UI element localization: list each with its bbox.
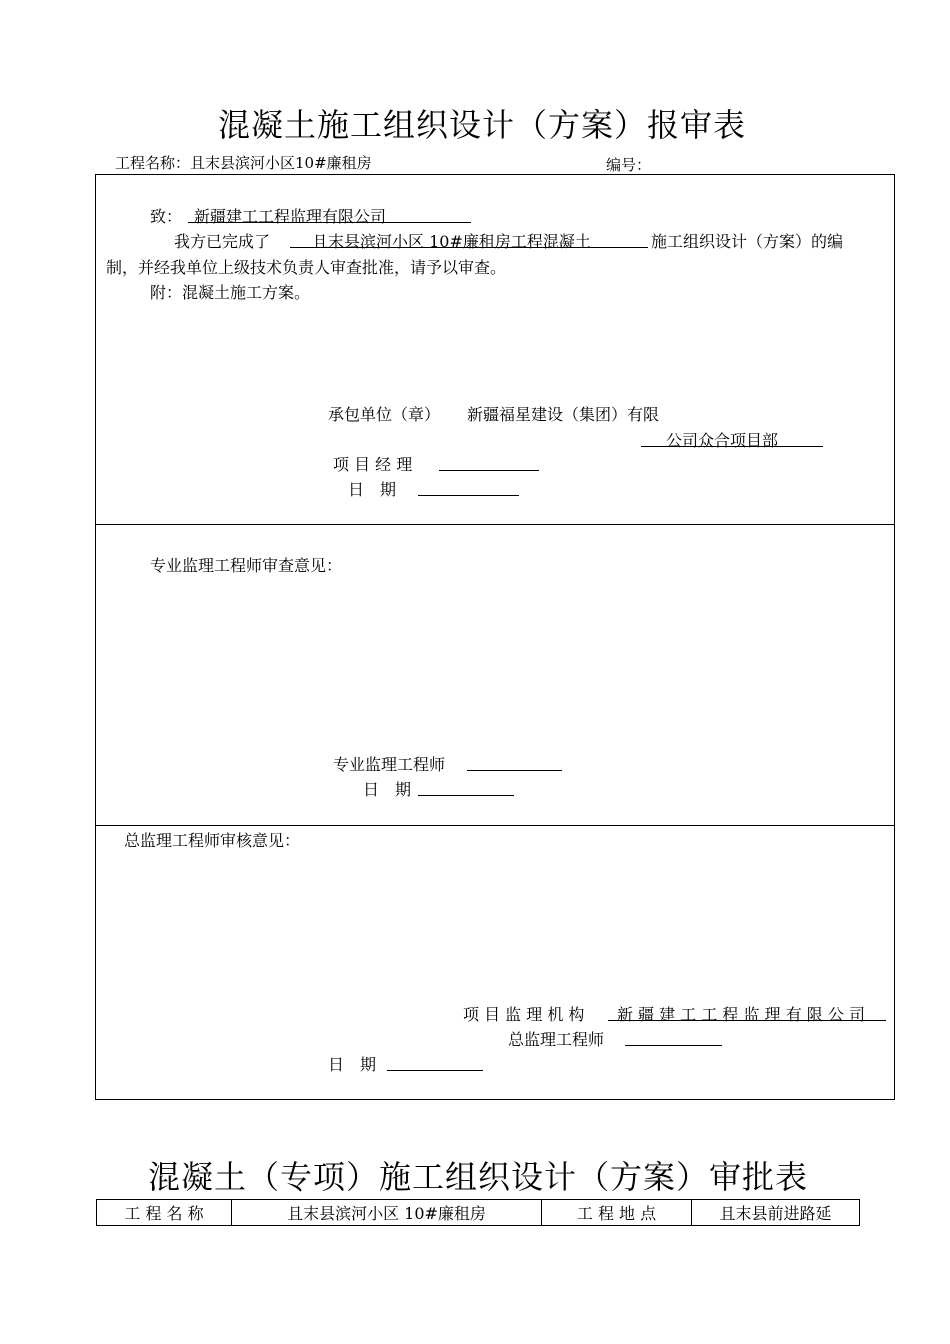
body-prefix: 我方已完成了 xyxy=(174,232,271,251)
contractor-underline xyxy=(641,446,823,447)
specialist-date-label: 日 期 xyxy=(363,780,412,799)
specialist-signature-line xyxy=(467,770,562,771)
chief-heading: 总监理工程师审核意见： xyxy=(124,831,301,850)
addressee-value: 新疆建工工程监理有限公司 xyxy=(194,207,387,226)
addressee-label: 致： xyxy=(150,207,183,226)
approval-form-title: 混凝土（专项）施工组织设计（方案）审批表 xyxy=(148,1158,809,1196)
body-project-underline xyxy=(290,247,648,248)
report-form-title: 混凝土施工组织设计（方案）报审表 xyxy=(218,106,747,144)
number-label: 编号： xyxy=(606,156,652,174)
project-name-label: 工程名称： xyxy=(115,154,191,172)
supervision-org-underline xyxy=(608,1020,886,1021)
specialist-engineer-label: 专业监理工程师 xyxy=(333,755,446,774)
cell-project-location-value: 且末县前进路延 xyxy=(719,1204,832,1223)
report-form-table xyxy=(95,174,895,1100)
supervision-org-value: 新 疆 建 工 工 程 监 理 有 限 公 司 xyxy=(617,1005,865,1024)
body-project: 且末县滨河小区 10#廉租房工程混凝土 xyxy=(312,232,591,251)
chief-date-line xyxy=(387,1070,483,1071)
attachment-text: 附：混凝土施工方案。 xyxy=(150,283,311,302)
addressee-underline xyxy=(188,222,471,223)
cell-project-location-label: 工 程 地 点 xyxy=(542,1200,692,1225)
contractor-label: 承包单位（章） xyxy=(328,405,441,424)
manager-label: 项 目 经 理 xyxy=(333,455,413,474)
supervision-org-label: 项 目 监 理 机 构 xyxy=(463,1005,585,1024)
approval-form-table xyxy=(96,1199,860,1226)
manager-signature-line xyxy=(439,470,539,471)
cell-project-name-label: 工 程 名 称 xyxy=(97,1200,232,1225)
specialist-date-line xyxy=(418,795,514,796)
contractor-value-1: 新疆福星建设（集团）有限 xyxy=(467,405,660,424)
specialist-heading: 专业监理工程师审查意见： xyxy=(150,556,343,575)
contractor-value-2: 公司众合项目部 xyxy=(666,431,779,450)
project-name-row xyxy=(115,152,372,173)
contractor-date-line xyxy=(418,495,519,496)
chief-date-label: 日 期 xyxy=(328,1055,377,1074)
chief-engineer-label: 总监理工程师 xyxy=(508,1030,605,1049)
contractor-date-label: 日 期 xyxy=(348,480,397,499)
cell-project-name-value: 且末县滨河小区 10#廉租房 xyxy=(232,1200,542,1225)
section-divider-2 xyxy=(95,825,895,826)
section-divider-1 xyxy=(95,524,895,525)
body-line-2: 制，并经我单位上级技术负责人审查批准，请予以审查。 xyxy=(106,258,507,277)
project-name-value: 且末县滨河小区10#廉租房 xyxy=(190,154,372,172)
body-suffix: 施工组织设计（方案）的编 xyxy=(651,232,844,251)
chief-signature-line xyxy=(625,1045,722,1046)
addressee-row xyxy=(150,204,182,227)
